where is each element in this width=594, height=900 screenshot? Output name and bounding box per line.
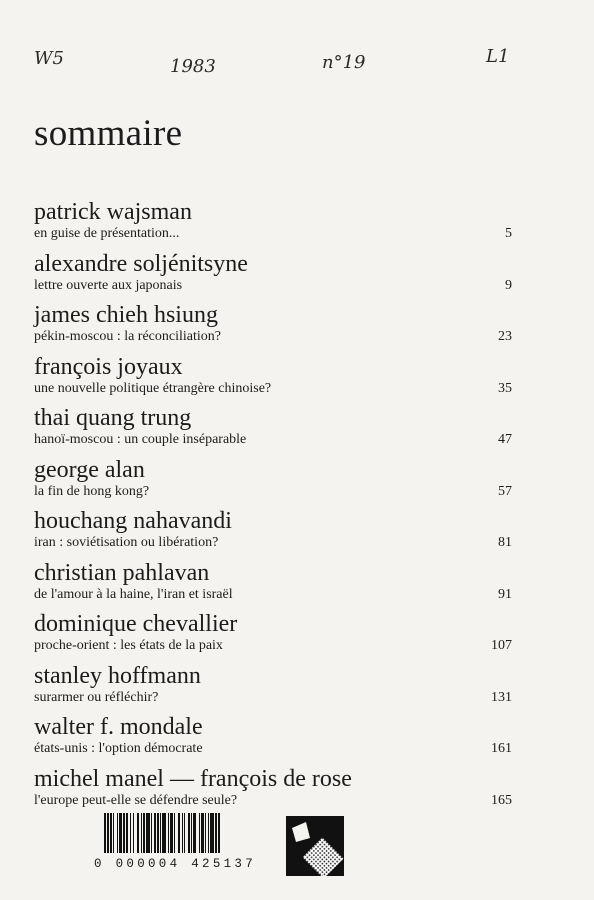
barcode-bar [220,813,222,853]
article-title: une nouvelle politique étrangère chinoise? [34,380,272,396]
page-title: sommaire [34,113,183,154]
author-name: james chieh hsiung [34,302,218,328]
page-number: 165 [491,792,512,808]
toc-entry [34,251,512,303]
toc-entry [34,560,512,612]
page-number: 107 [491,638,512,653]
page-number: 5 [505,226,512,241]
page-number: 91 [498,586,512,602]
author-name: walter f. mondale [34,714,203,740]
author-name: françois joyaux [34,353,183,380]
toc-entry [34,663,512,715]
toc-entry [34,508,512,560]
page-number: 161 [491,741,512,756]
toc-entry [34,354,512,406]
toc-entry [34,457,512,509]
article-title: l'europe peut-elle se défendre seule? [34,792,238,808]
article-title: proche-orient : les états de la paix [34,638,223,653]
barcode [94,811,350,881]
toc-entry [34,302,512,354]
author-name: houchang nahavandi [34,508,232,534]
article-title: hanoï-moscou : un couple inséparable [34,432,247,447]
barcode-bars [104,813,276,853]
article-title: la fin de hong kong? [34,483,150,499]
toc-entry [34,766,512,818]
handwritten-code: L1 [486,46,510,67]
author-name: thai quang trung [34,405,192,431]
page-number: 47 [498,432,512,447]
page-number: 81 [498,535,512,550]
author-name: stanley hoffmann [34,662,201,689]
page-number: 9 [505,277,512,293]
article-title: de l'amour à la haine, l'iran et israël [34,586,233,602]
handwritten-year: 1983 [170,56,216,77]
handwritten-issue: n°19 [322,52,366,73]
page-number: 35 [498,380,512,396]
page-number: 57 [498,483,512,499]
toc-entry [34,199,512,251]
article-title: états-unis : l'option démocrate [34,741,203,756]
page-number: 131 [491,689,512,705]
article-title: en guise de présentation... [34,226,180,241]
article-title: surarmer ou réfléchir? [34,689,159,705]
article-title: iran : soviétisation ou libération? [34,535,219,550]
barcode-number: 0 000004 425137 [94,857,257,871]
author-name: michel manel — françois de rose [34,765,352,792]
toc-entry [34,611,512,663]
author-name: alexandre soljénitsyne [34,250,248,277]
author-name: christian pahlavan [34,559,210,586]
author-name: george alan [34,456,145,483]
handwritten-note: W5 [34,48,64,69]
article-title: lettre ouverte aux japonais [34,277,183,293]
article-title: pékin-moscou : la réconciliation? [34,329,221,344]
table-of-contents [34,199,512,817]
toc-entry [34,714,512,766]
publisher-logo [286,816,344,876]
page-number: 23 [498,329,512,344]
toc-entry [34,405,512,457]
author-name: patrick wajsman [34,199,192,225]
author-name: dominique chevallier [34,611,238,637]
